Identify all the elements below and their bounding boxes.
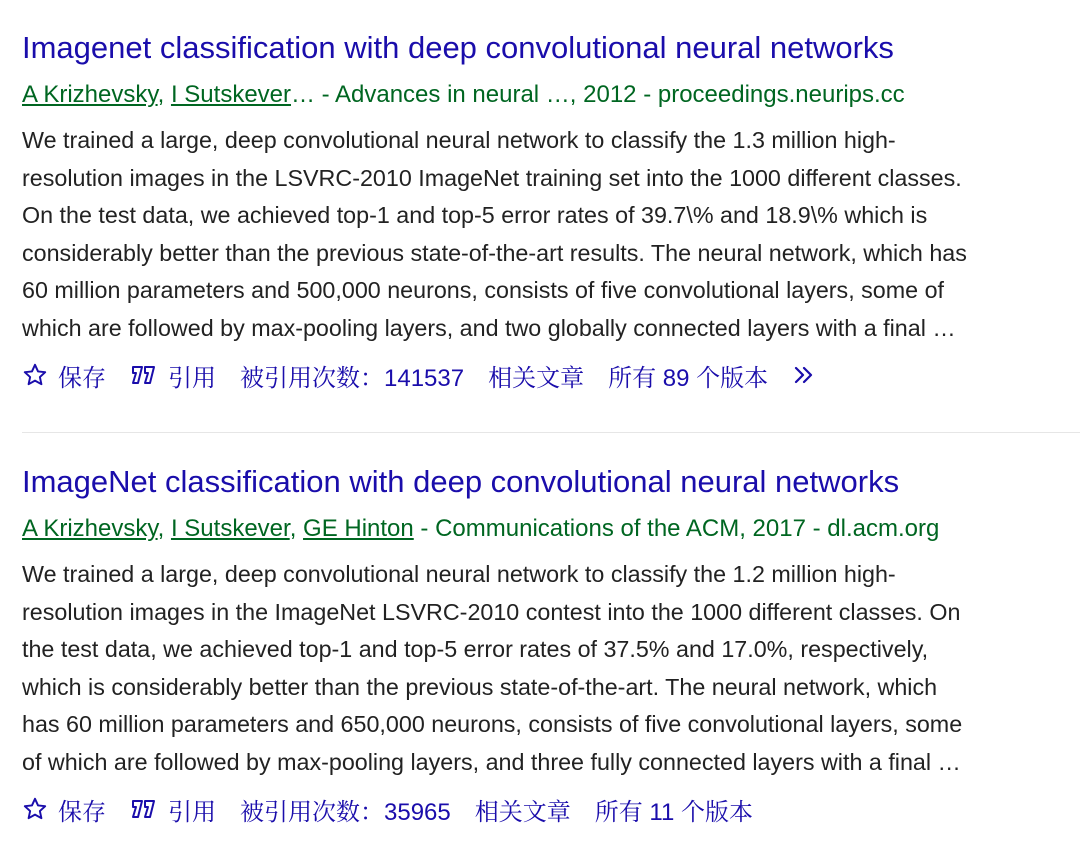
- save-label: 保存: [58, 364, 106, 392]
- byline-source: … - Advances in neural …, 2012 - proceedings.neurips.cc: [291, 81, 905, 108]
- snippet-line: resolution images in the ImageNet LSVRC-2010 contest into the 1000 different classes. On: [22, 598, 961, 625]
- snippet-line: 60 million parameters and 500,000 neurons, consists of five convolutional layers, some of: [22, 277, 945, 303]
- save-button[interactable]: [22, 358, 106, 393]
- result-snippet: [22, 122, 1080, 347]
- snippet-line: of which are followed by max-pooling layers, and three fully connected layers with a final …: [22, 748, 961, 775]
- cited-by-link[interactable]: 被引用次数：141537: [240, 364, 465, 392]
- snippet-line: considerably better than the previous state-of-the-art results. The neural network, which has: [22, 239, 967, 266]
- result-title[interactable]: Imagenet classification with deep convolutional neural networks: [22, 30, 894, 65]
- result-title[interactable]: ImageNet classification with deep convolutional neural networks: [22, 464, 900, 499]
- cite-label: 引用: [168, 798, 216, 826]
- cite-button[interactable]: [130, 792, 216, 827]
- author-link[interactable]: I Sutskever: [170, 515, 290, 542]
- snippet-line: On the test data, we achieved top-1 and top-5 error rates of 39.7\% and 18.9\% which is: [22, 202, 928, 228]
- search-result-1: [22, 26, 1080, 395]
- author-separator: ,: [157, 515, 171, 542]
- save-button[interactable]: [22, 792, 106, 827]
- result-actions: [22, 789, 1080, 829]
- all-versions-link[interactable]: 所有 11 个版本: [594, 798, 753, 826]
- author-link[interactable]: I Sutskever: [170, 81, 291, 108]
- snippet-line: We trained a large, deep convolutional neural network to classify the 1.2 million high-: [22, 561, 896, 587]
- result-divider: [22, 432, 1080, 433]
- snippet-line: which are followed by max-pooling layers, and two globally connected layers with a final …: [22, 314, 956, 341]
- author-separator: ,: [157, 81, 171, 108]
- author-link[interactable]: GE Hinton: [303, 515, 414, 542]
- more-button[interactable]: [792, 364, 832, 386]
- double-chevron-right-icon: [792, 364, 822, 386]
- snippet-line: resolution images in the LSVRC-2010 ImageNet training set into the 1000 different classes.: [22, 164, 962, 191]
- all-versions-link[interactable]: 所有 89 个版本: [608, 364, 769, 392]
- snippet-line: has 60 million parameters and 650,000 neurons, consists of five convolutional layers, some: [22, 711, 963, 737]
- cited-by-link[interactable]: 被引用次数：35965: [240, 798, 451, 826]
- snippet-line: which is considerably better than the previous state-of-the-art. The neural network, which: [22, 673, 938, 700]
- author-link[interactable]: A Krizhevsky: [22, 81, 158, 108]
- cite-button[interactable]: [130, 358, 216, 393]
- snippet-line: We trained a large, deep convolutional neural network to classify the 1.3 million high-: [22, 127, 896, 153]
- result-snippet: [22, 556, 1080, 781]
- byline-source: - Communications of the ACM, 2017 - dl.acm.org: [413, 515, 940, 542]
- search-result-2: [22, 460, 1080, 829]
- star-outline-icon: [22, 362, 48, 388]
- related-articles-link[interactable]: 相关文章: [474, 798, 571, 826]
- cite-label: 引用: [168, 364, 216, 392]
- result-byline: [22, 80, 1080, 110]
- quote-icon: [130, 798, 158, 820]
- save-label: 保存: [58, 798, 106, 826]
- star-outline-icon: [22, 796, 48, 822]
- related-articles-link[interactable]: 相关文章: [488, 364, 585, 392]
- author-separator: ,: [289, 515, 304, 542]
- result-actions: [22, 355, 1080, 395]
- result-byline: [22, 514, 1080, 544]
- author-link[interactable]: A Krizhevsky: [22, 515, 158, 542]
- quote-icon: [130, 364, 158, 386]
- snippet-line: the test data, we achieved top-1 and top-5 error rates of 37.5% and 17.0%, respectively,: [22, 636, 929, 662]
